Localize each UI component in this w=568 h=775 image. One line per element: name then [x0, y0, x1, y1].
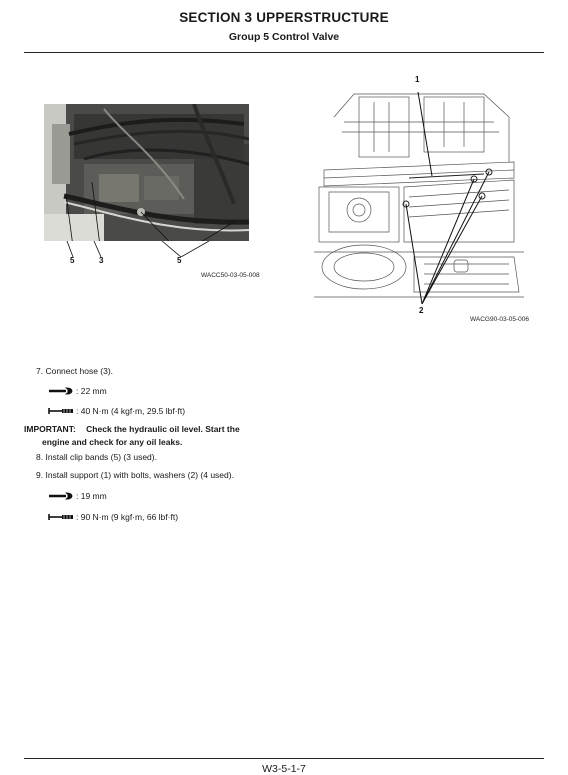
- callout-1: 1: [415, 75, 420, 84]
- page-number: W3-5-1-7: [262, 763, 306, 775]
- figure-left-leaders: [44, 241, 249, 257]
- footer-rule: [24, 758, 544, 759]
- step-7: [36, 366, 113, 376]
- spec-text: : 40 N·m (4 kgf·m, 29.5 lbf·ft): [76, 406, 186, 416]
- figure-left-code: WACC50-03-05-008: [201, 272, 260, 279]
- callout-2: 2: [419, 306, 424, 315]
- header-rule: [24, 52, 544, 53]
- step-text: Install support (1) with bolts, washers (2) (4 used).: [45, 470, 234, 480]
- spec-7-wrench: [48, 386, 107, 396]
- spec-9-torque: [48, 512, 178, 522]
- step-9: [36, 470, 234, 480]
- step-text: Install clip bands (5) (3 used).: [45, 452, 157, 462]
- important-note: [24, 424, 240, 434]
- callout-5-right: 5: [177, 256, 182, 265]
- section-title: SECTION 3 UPPERSTRUCTURE: [179, 10, 389, 25]
- figure-right-drawing: [314, 92, 524, 304]
- step-8: [36, 452, 157, 462]
- spec-text: : 22 mm: [76, 386, 107, 396]
- wrench-icon: [48, 386, 74, 396]
- important-line-1: Check the hydraulic oil level. Start the: [86, 424, 240, 434]
- spec-text: : 19 mm: [76, 491, 107, 501]
- wrench-icon: [48, 491, 74, 501]
- step-text: Connect hose (3).: [45, 366, 114, 376]
- step-number: 9.: [36, 470, 44, 480]
- figure-left-photo: [44, 104, 249, 241]
- spec-text: : 90 N·m (9 kgf·m, 66 lbf·ft): [76, 512, 179, 522]
- figure-right-code: WACG90-03-05-006: [470, 316, 530, 323]
- step-number: 8.: [36, 452, 44, 462]
- step-number: 7.: [36, 366, 44, 376]
- spec-7-torque: [48, 406, 185, 416]
- spec-9-wrench: [48, 491, 107, 501]
- callout-5-left: 5: [70, 256, 75, 265]
- torque-wrench-icon: [48, 406, 74, 416]
- important-line-2: engine and check for any oil leaks.: [42, 437, 183, 447]
- callout-3: 3: [99, 256, 104, 265]
- group-title: Group 5 Control Valve: [228, 31, 340, 43]
- torque-wrench-icon: [48, 512, 74, 522]
- important-label: IMPORTANT:: [24, 424, 76, 434]
